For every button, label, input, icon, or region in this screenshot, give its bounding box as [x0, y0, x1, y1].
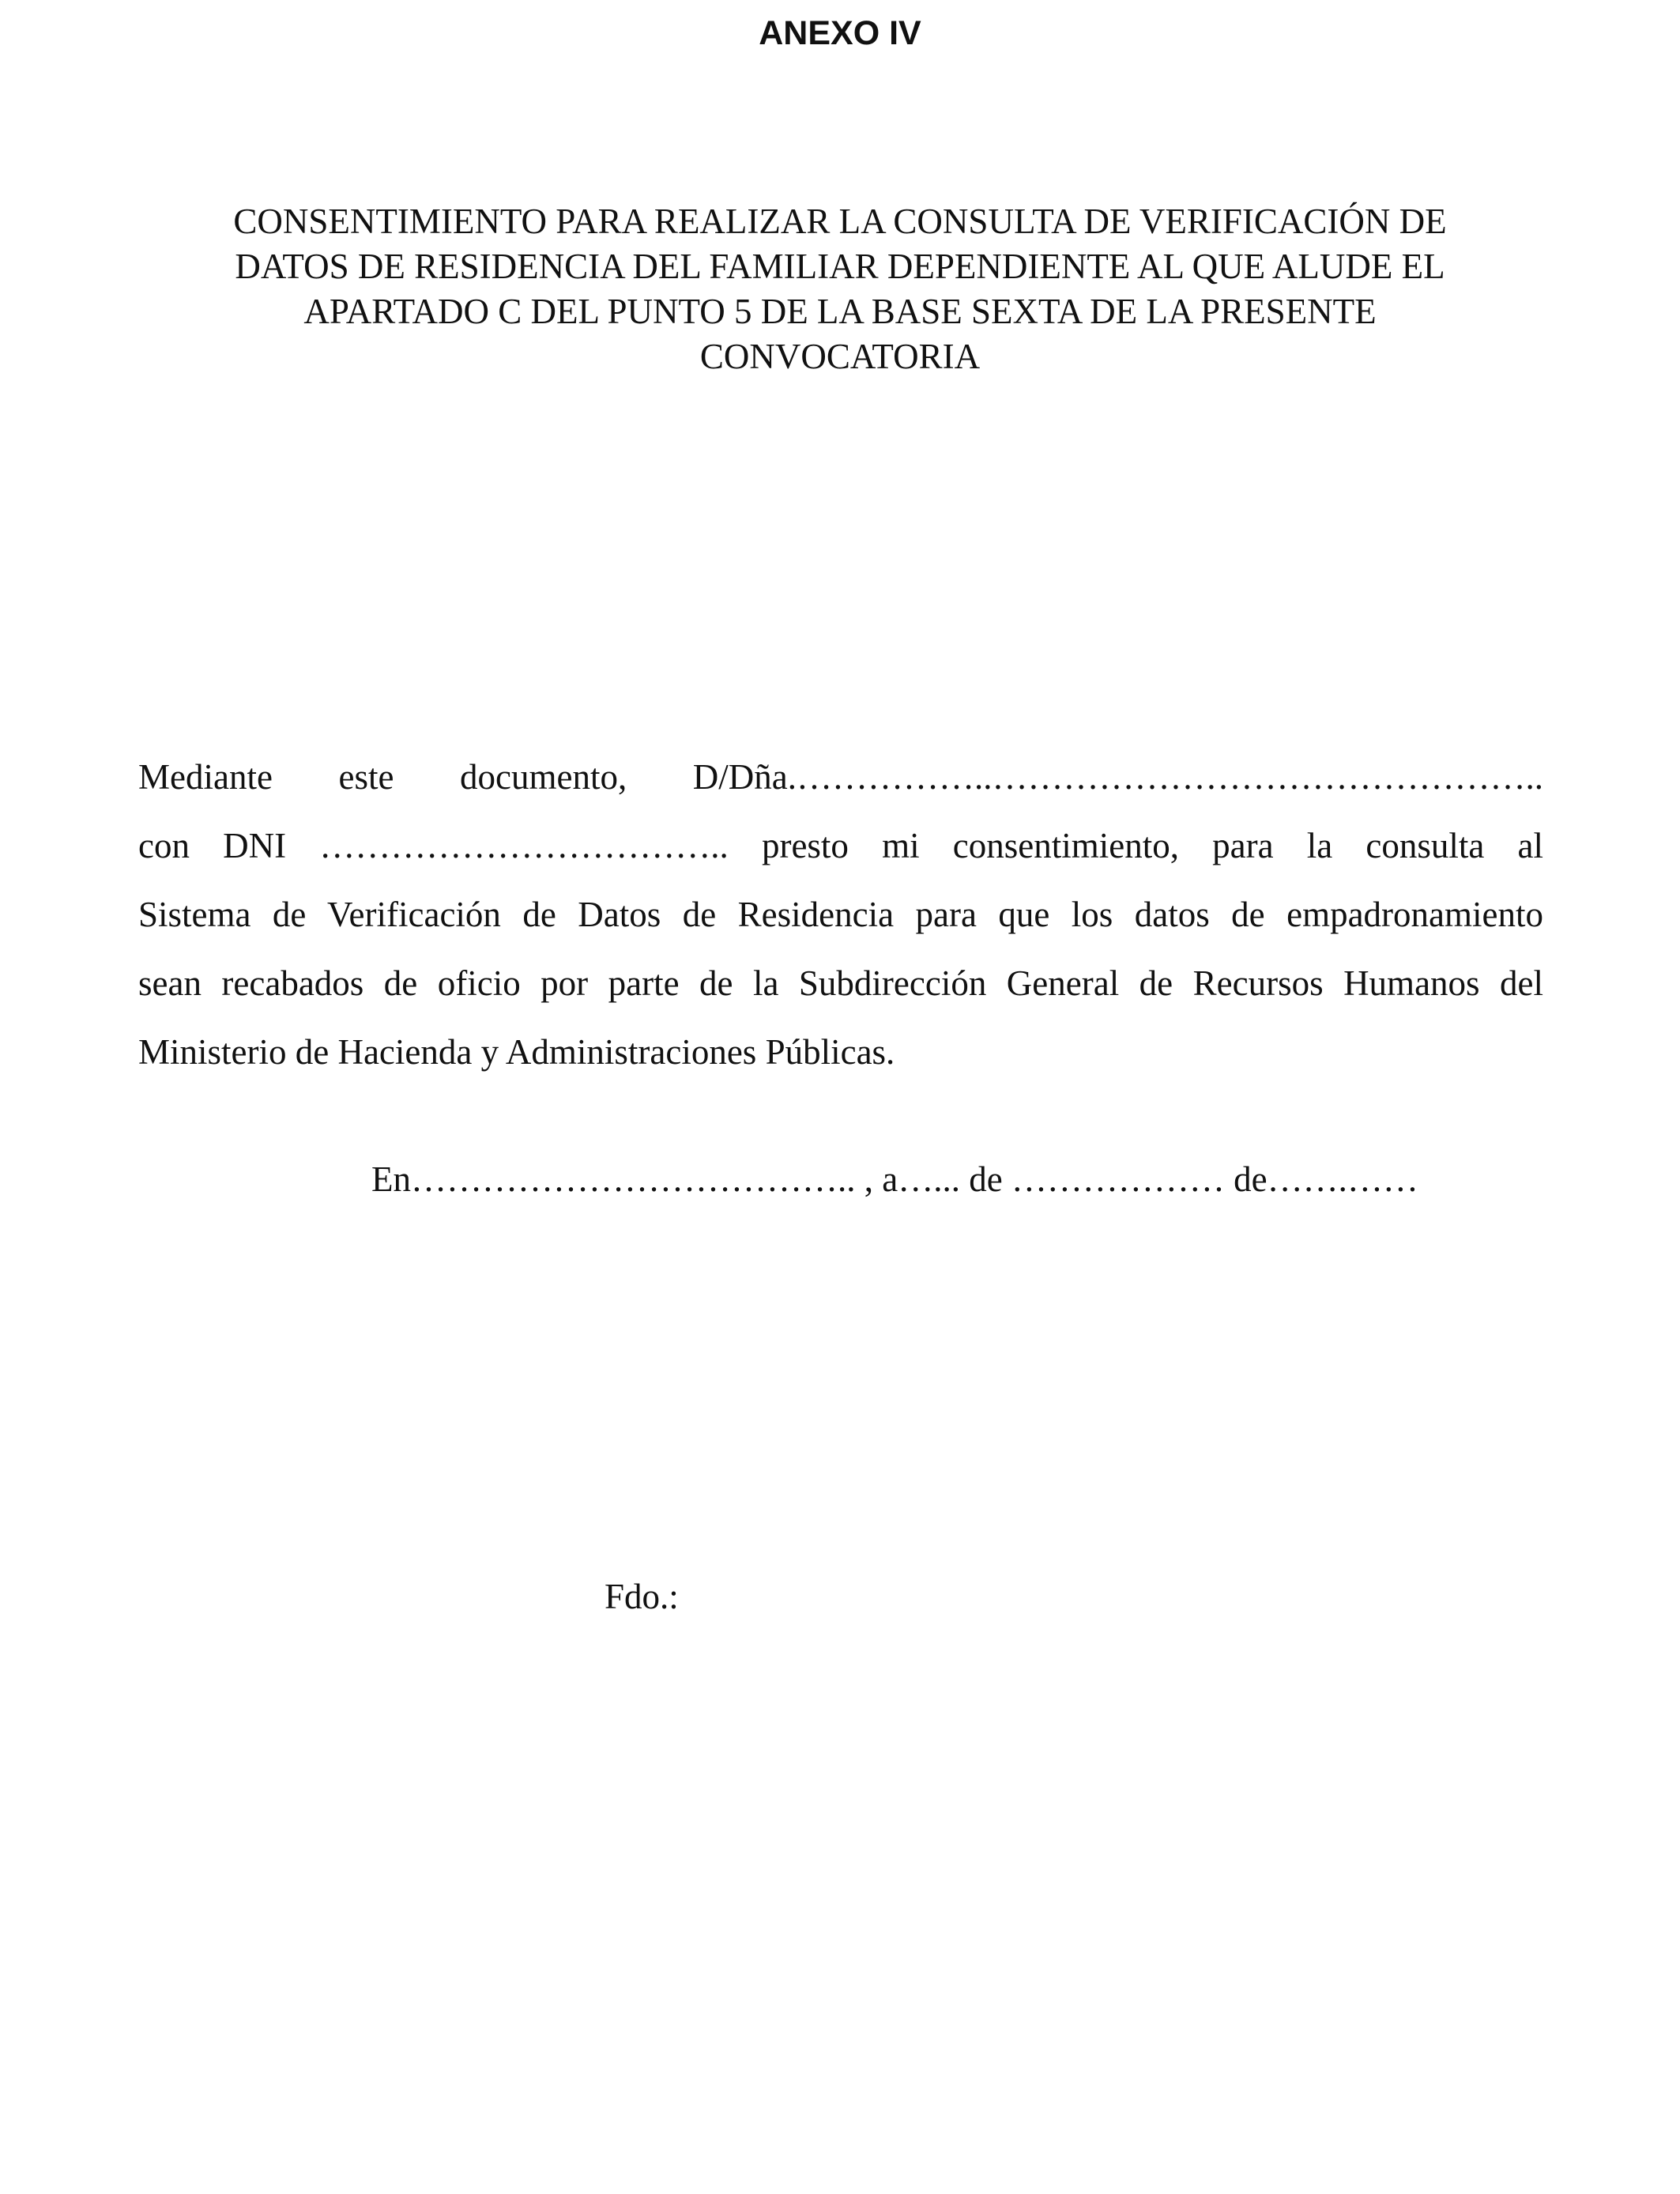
heading-line: DATOS DE RESIDENCIA DEL FAMILIAR DEPENDIENTE AL QUE ALUDE EL [235, 247, 1445, 286]
heading-line: CONVOCATORIA [699, 337, 981, 376]
paragraph-line: Ministerio de Hacienda y Administraciones Públicas. [138, 1032, 895, 1072]
paragraph-line-name: Mediante este documento, D/Dña.……………..……………………………………….. [138, 757, 1543, 797]
place-date-line: En……………………………….. , a…... de ……………… de…….…… [371, 1159, 1418, 1199]
heading-line: CONSENTIMIENTO PARA REALIZAR LA CONSULTA DE VERIFICACIÓN DE [233, 202, 1447, 241]
heading-line: APARTADO C DEL PUNTO 5 DE LA BASE SEXTA DE LA PRESENTE [303, 292, 1377, 331]
annex-title: ANEXO IV [759, 14, 921, 52]
paragraph-line: Sistema de Verificación de Datos de Residencia para que los datos de empadronamiento [138, 895, 1543, 934]
consent-paragraph [138, 743, 1543, 1087]
paragraph-line-dni: con DNI …………………………….. presto mi consentimiento, para la consulta al [138, 826, 1543, 865]
paragraph-line: sean recabados de oficio por parte de la Subdirección General de Recursos Humanos del [138, 963, 1543, 1003]
document-heading [119, 199, 1561, 379]
signature-label: Fdo.: [605, 1577, 679, 1616]
